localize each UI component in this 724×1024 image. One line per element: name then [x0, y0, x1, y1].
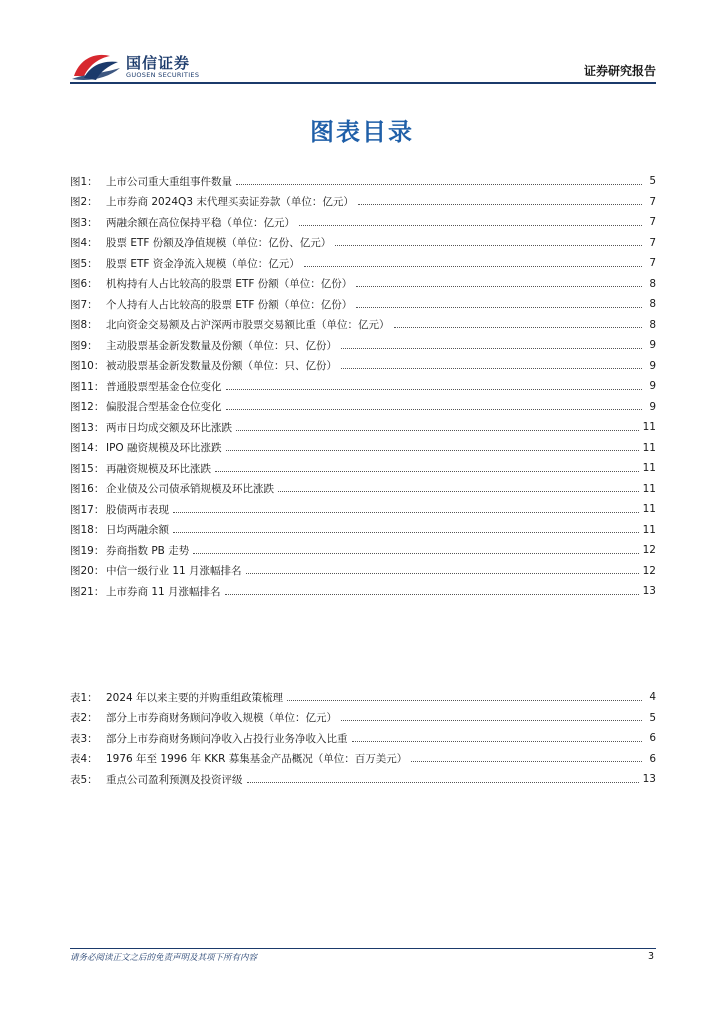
entry-number: 表4： — [70, 753, 98, 766]
entry-page: 9 — [649, 400, 656, 413]
dot-leader — [236, 430, 639, 431]
entry-title: 机构持有人占比较高的股票 ETF 份额（单位：亿份） — [106, 278, 353, 291]
figure-toc-entry[interactable] — [70, 417, 656, 438]
logo-chinese-text: 国信证券 — [126, 54, 191, 72]
footer-divider — [70, 948, 656, 949]
table-toc-entry[interactable] — [70, 749, 656, 770]
figure-toc-entry[interactable] — [70, 376, 656, 397]
entry-title: 券商指数 PB 走势 — [106, 544, 190, 557]
dot-leader — [299, 225, 642, 226]
dot-leader — [247, 782, 639, 783]
entry-page: 12 — [642, 544, 656, 557]
figure-toc-entry[interactable] — [70, 294, 656, 315]
figure-toc-entry[interactable] — [70, 581, 656, 602]
table-toc-entry[interactable] — [70, 769, 656, 790]
entry-number: 表3： — [70, 732, 98, 745]
entry-title: 部分上市券商财务顾问净收入占投行业务净收入比重 — [106, 732, 348, 745]
entry-number: 图4： — [70, 237, 98, 250]
figure-toc-entry[interactable] — [70, 253, 656, 274]
dot-leader — [236, 184, 642, 185]
entry-number: 表5： — [70, 773, 98, 786]
entry-number: 图21： — [70, 585, 105, 598]
dot-leader — [356, 286, 642, 287]
entry-title: 北向资金交易额及占沪深两市股票交易额比重（单位：亿元） — [106, 319, 390, 332]
entry-number: 图9： — [70, 339, 98, 352]
entry-page: 13 — [642, 773, 656, 786]
page-title: 图表目录 — [310, 118, 414, 146]
figure-toc-list — [70, 171, 656, 602]
footer-disclaimer: 请务必阅读正文之后的免责声明及其项下所有内容 — [70, 953, 258, 963]
entry-page: 6 — [649, 752, 656, 765]
dot-leader — [335, 245, 642, 246]
header-divider — [70, 82, 656, 84]
entry-title: 中信一级行业 11 月涨幅排名 — [106, 565, 242, 578]
entry-page: 11 — [642, 482, 656, 495]
dot-leader — [226, 450, 639, 451]
entry-number: 图18： — [70, 524, 105, 537]
dot-leader — [411, 761, 642, 762]
entry-page: 11 — [642, 441, 656, 454]
entry-page: 8 — [649, 298, 656, 311]
figure-toc-entry[interactable] — [70, 315, 656, 336]
guosen-logo-icon — [70, 52, 122, 82]
entry-title: 上市公司重大重组事件数量 — [106, 175, 232, 188]
entry-title: 再融资规模及环比涨跌 — [106, 462, 211, 475]
entry-title: 日均两融余额 — [106, 524, 169, 537]
report-type-label: 证券研究报告 — [583, 64, 656, 78]
entry-number: 图20： — [70, 565, 105, 578]
entry-title: 普通股票型基金仓位变化 — [106, 380, 222, 393]
guosen-logo — [70, 50, 270, 84]
figure-toc-entry[interactable] — [70, 499, 656, 520]
dot-leader — [341, 368, 642, 369]
entry-page: 11 — [642, 421, 656, 434]
entry-number: 图6： — [70, 278, 98, 291]
figure-toc-entry[interactable] — [70, 540, 656, 561]
figure-toc-entry[interactable] — [70, 520, 656, 541]
dot-leader — [226, 389, 643, 390]
figure-toc-entry[interactable] — [70, 171, 656, 192]
figure-toc-entry[interactable] — [70, 438, 656, 459]
entry-title: 两融余额在高位保持平稳（单位：亿元） — [106, 216, 295, 229]
entry-title: 上市券商 2024Q3 末代理买卖证券款（单位：亿元） — [106, 196, 354, 209]
table-toc-entry[interactable] — [70, 728, 656, 749]
entry-number: 图16： — [70, 483, 105, 496]
entry-number: 图17： — [70, 503, 105, 516]
entry-number: 图2： — [70, 196, 98, 209]
entry-title: 部分上市券商财务顾问净收入规模（单位：亿元） — [106, 712, 337, 725]
entry-title: 2024 年以来主要的并购重组政策梳理 — [106, 691, 284, 704]
figure-toc-entry[interactable] — [70, 192, 656, 213]
entry-page: 13 — [642, 585, 656, 598]
entry-number: 图3： — [70, 216, 98, 229]
entry-page: 9 — [649, 380, 656, 393]
table-toc-entry[interactable] — [70, 687, 656, 708]
entry-title: 股债两市表现 — [106, 503, 169, 516]
figure-toc-entry[interactable] — [70, 356, 656, 377]
entry-title: 偏股混合型基金仓位变化 — [106, 401, 222, 414]
entry-title: 主动股票基金新发数量及份额（单位：只、亿份） — [106, 339, 337, 352]
entry-page: 11 — [642, 523, 656, 536]
entry-title: 企业债及公司债承销规模及环比涨跌 — [106, 483, 274, 496]
dot-leader — [225, 594, 639, 595]
entry-number: 图1： — [70, 175, 98, 188]
entry-title: 两市日均成交额及环比涨跌 — [106, 421, 232, 434]
figure-toc-entry[interactable] — [70, 397, 656, 418]
entry-number: 图8： — [70, 319, 98, 332]
entry-number: 表2： — [70, 712, 98, 725]
entry-number: 图13： — [70, 421, 105, 434]
entry-page: 7 — [649, 257, 656, 270]
dot-leader — [356, 307, 642, 308]
dot-leader — [341, 348, 642, 349]
dot-leader — [352, 741, 643, 742]
entry-title: 股票 ETF 资金净流入规模（单位：亿元） — [106, 257, 300, 270]
table-toc-entry[interactable] — [70, 708, 656, 729]
dot-leader — [358, 204, 642, 205]
entry-page: 7 — [649, 236, 656, 249]
entry-number: 图15： — [70, 462, 105, 475]
entry-page: 9 — [649, 359, 656, 372]
entry-number: 图14： — [70, 442, 105, 455]
entry-number: 表1： — [70, 691, 98, 704]
dot-leader — [193, 553, 638, 554]
entry-page: 4 — [649, 691, 656, 704]
entry-title: 1976 年至 1996 年 KKR 募集基金产品概况（单位：百万美元） — [106, 753, 408, 766]
entry-page: 7 — [649, 216, 656, 229]
figure-toc-entry[interactable] — [70, 561, 656, 582]
dot-leader — [278, 491, 639, 492]
figure-toc-entry[interactable] — [70, 479, 656, 500]
entry-page: 7 — [649, 195, 656, 208]
entry-page: 8 — [649, 318, 656, 331]
entry-page: 5 — [649, 711, 656, 724]
dot-leader — [341, 720, 642, 721]
entry-page: 6 — [649, 732, 656, 745]
entry-number: 图5： — [70, 257, 98, 270]
entry-title: 股票 ETF 份额及净值规模（单位：亿份、亿元） — [106, 237, 332, 250]
figure-toc-entry[interactable] — [70, 335, 656, 356]
dot-leader — [173, 532, 639, 533]
figure-toc-entry[interactable] — [70, 233, 656, 254]
dot-leader — [304, 266, 642, 267]
dot-leader — [246, 573, 639, 574]
entry-number: 图7： — [70, 298, 98, 311]
entry-title: 上市券商 11 月涨幅排名 — [106, 585, 221, 598]
entry-page: 9 — [649, 339, 656, 352]
dot-leader — [394, 327, 643, 328]
page-header — [70, 50, 656, 84]
figure-toc-entry[interactable] — [70, 212, 656, 233]
entry-title: 被动股票基金新发数量及份额（单位：只、亿份） — [106, 360, 337, 373]
dot-leader — [173, 512, 639, 513]
dot-leader — [215, 471, 639, 472]
entry-page: 12 — [642, 564, 656, 577]
entry-number: 图10： — [70, 360, 105, 373]
entry-number: 图12： — [70, 401, 105, 414]
logo-english-text: GUOSEN SECURITIES — [126, 71, 200, 79]
entry-page: 11 — [642, 503, 656, 516]
entry-number: 图11： — [70, 380, 105, 393]
figure-toc-entry[interactable] — [70, 458, 656, 479]
page-number: 3 — [647, 951, 654, 962]
entry-number: 图19： — [70, 544, 105, 557]
table-toc-list — [70, 687, 656, 790]
dot-leader — [226, 409, 643, 410]
figure-toc-entry[interactable] — [70, 274, 656, 295]
entry-title: IPO 融资规模及环比涨跌 — [106, 442, 222, 455]
dot-leader — [287, 700, 642, 701]
entry-page: 5 — [649, 175, 656, 188]
entry-title: 个人持有人占比较高的股票 ETF 份额（单位：亿份） — [106, 298, 353, 311]
entry-page: 11 — [642, 462, 656, 475]
entry-page: 8 — [649, 277, 656, 290]
entry-title: 重点公司盈利预测及投资评级 — [106, 773, 243, 786]
